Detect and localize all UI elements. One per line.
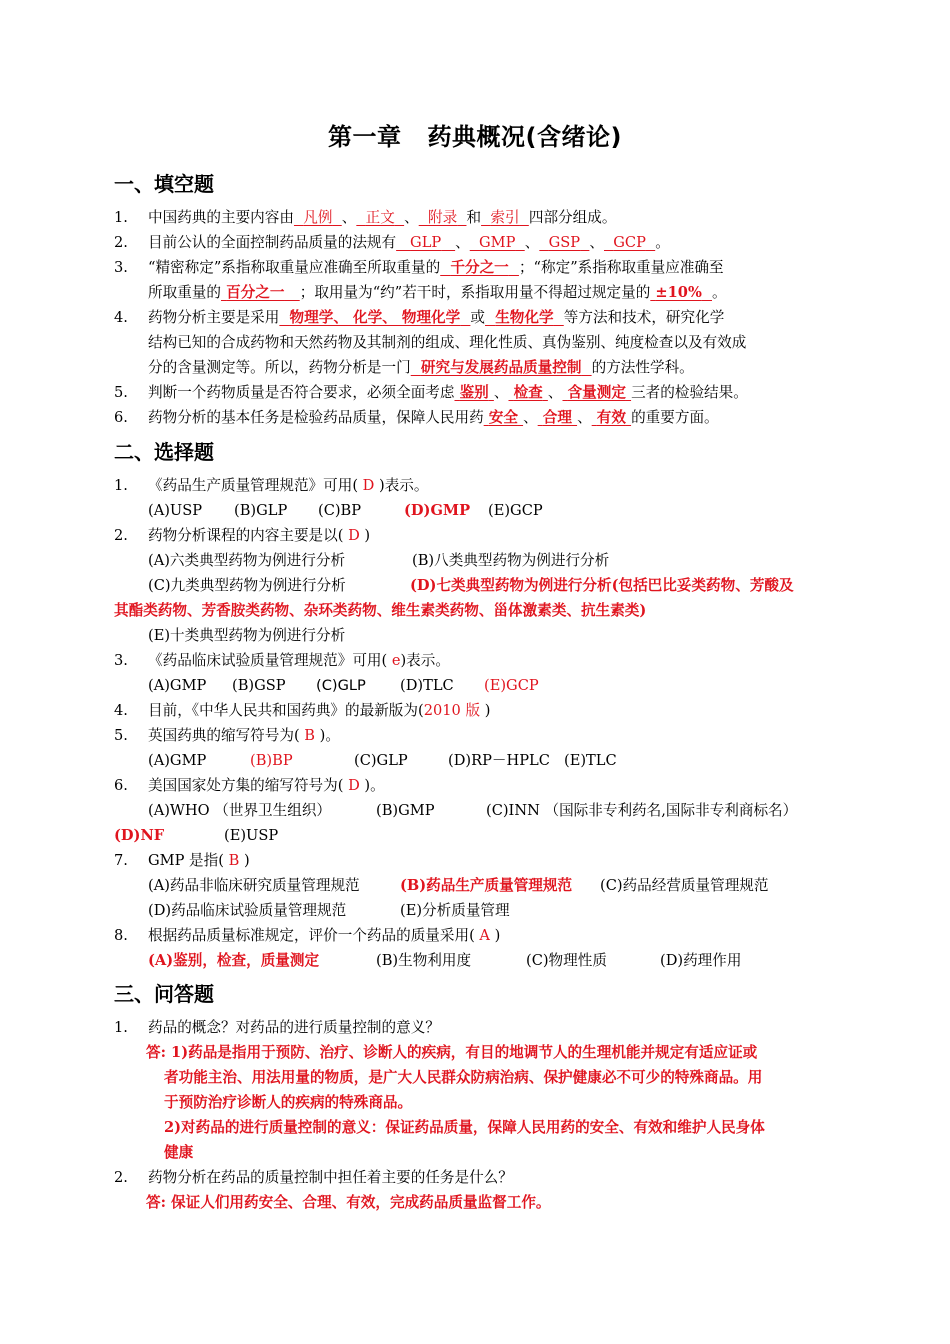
- qa-answer-1-line2: 者功能主治、用法用量的物质，是广大人民群众防病治病、保护健康必不可少的特殊商品。用: [164, 1069, 763, 1086]
- blank-answer: 合理: [542, 409, 572, 426]
- section-heading-qa: 三、问答题: [114, 982, 214, 1006]
- chapter-title: [0, 119, 950, 155]
- choice-answer: B: [304, 727, 316, 744]
- blank-answer: 生物化学: [495, 309, 554, 326]
- choice-options-1: (A)USP (B)GLP (C)BP (D)GMP (E)GCP: [114, 499, 878, 524]
- fill-question-6: 6. 药物分析的基本任务是检验药品质量，保障人民用药 安全 、 合理 、 有效 的重要方面。: [114, 409, 719, 426]
- chapter-number: 第一章: [328, 123, 402, 151]
- correct-option: (E)GCP: [484, 677, 539, 694]
- choice-question-4: 4. 目前，《中华人民共和国药典》的最新版为(2010 版 ): [114, 702, 491, 719]
- qa-answer-1-line4: 2)对药品的进行质量控制的意义：保证药品质量，保障人民用药的安全、有效和维护人民身体: [164, 1119, 765, 1136]
- choice-question-8: 8. 根据药品质量标准规定，评价一个药品的质量采用( A ): [114, 927, 501, 944]
- fill-question-3: 3. “精密称定”系指称取重量应准确至所取重量的 千分之一 ；“称定”系指称取重量应准确至: [114, 259, 724, 276]
- choice-answer: B: [228, 852, 240, 869]
- qa-answer-1-line1: 答: 1)药品是指用于预防、治疗、诊断人的疾病，有目的地调节人的生理机能并规定有适应证或: [146, 1044, 758, 1061]
- choice-options-2b: (C)九类典型药物为例进行分析 (D)七类典型药物为例进行分析(包括巴比妥类药物、芳酸及: [114, 574, 878, 599]
- blank-answer: 研究与发展药品质量控制: [420, 359, 582, 376]
- choice-question-7: 7. GMP 是指( B ): [114, 852, 250, 869]
- fill-question-4-cont2: 分的含量测定等。所以，药物分析是一门 研究与发展药品质量控制 的方法性学科。: [148, 359, 694, 376]
- choice-answer: D: [348, 777, 360, 794]
- choice-options-6b: (D)NF (E)USP: [114, 824, 844, 849]
- blank-answer: GMP: [479, 234, 516, 251]
- choice-options-3: (A)GMP (B)GSP (C)GLP (D)TLC (E)GCP: [114, 674, 878, 699]
- fill-question-4: 4. 药物分析主要是采用 物理学、 化学、 物理化学 或 生物化学 等方法和技术，研究化学: [114, 309, 725, 326]
- choice-options-2a: (A)六类典型药物为例进行分析 (B)八类典型药物为例进行分析: [148, 552, 610, 569]
- qa-question-2: 2. 药物分析在药品的质量控制中担任着主要的任务是什么？: [114, 1169, 513, 1186]
- choice-question-1: 1. 《药品生产质量管理规范》可用( D )表示。: [114, 477, 429, 494]
- blank-answer: 千分之一: [450, 259, 509, 276]
- correct-option: (A)鉴别，检查，质量测定: [148, 952, 320, 969]
- correct-option: (D)NF: [114, 827, 165, 844]
- choice-answer: 2010 版: [423, 702, 481, 719]
- qa-answer-1-line5: 健康: [164, 1144, 194, 1161]
- blank-answer: 鉴别: [459, 384, 489, 401]
- blank-answer: GSP: [548, 234, 581, 251]
- choice-options-7a: (A)药品非临床研究质量管理规范 (B)药品生产质量管理规范 (C)药品经营质量管理规范: [114, 874, 878, 899]
- choice-options-2d: (E)十类典型药物为例进行分析: [148, 627, 346, 644]
- choice-question-2: 2. 药物分析课程的内容主要是以( D ): [114, 527, 371, 544]
- blank-answer: GLP: [410, 234, 442, 251]
- blank-answer: 安全: [488, 409, 518, 426]
- blank-answer: ±10%: [655, 284, 702, 301]
- choice-answer: e: [391, 652, 401, 669]
- choice-options-8: (A)鉴别，检查，质量测定 (B)生物利用度 (C)物理性质 (D)药理作用: [114, 949, 878, 974]
- choice-options-6a: (A)WHO （世界卫生组织） (B)GMP (C)INN （国际非专利药名,国际非专利商标名）: [148, 802, 798, 819]
- blank-answer: 附录: [427, 209, 458, 226]
- blank-answer: 含量测定: [567, 384, 626, 401]
- choice-question-3: 3. 《药品临床试验质量管理规范》可用( e)表示。: [114, 652, 450, 669]
- choice-question-6: 6. 美国国家处方集的缩写符号为( D )。: [114, 777, 385, 794]
- fill-question-5: 5. 判断一个药物质量是否符合要求，必须全面考虑 鉴别 、 检查 、 含量测定 三者的检验结果。: [114, 384, 748, 401]
- qa-answer-2: 答: 保证人们用药安全、合理、有效，完成药品质量监督工作。: [146, 1194, 551, 1211]
- correct-option: (D)GMP: [404, 502, 471, 519]
- fill-question-1: 1. 中国药典的主要内容由 凡例 、 正文 、 附录 和 索引 四部分组成。: [114, 209, 617, 226]
- blank-answer: 正文: [365, 209, 395, 226]
- correct-option: (D)七类典型药物为例进行分析(包括巴比妥类药物、芳酸及: [410, 577, 794, 594]
- choice-options-5: (A)GMP (B)BP (C)GLP (D)RP－HPLC (E)TLC: [114, 749, 878, 774]
- choice-options-2c: 其酯类药物、芳香胺类药物、杂环类药物、维生素类药物、甾体激素类、抗生素类): [114, 602, 647, 619]
- blank-answer: 百分之一: [226, 284, 285, 301]
- choice-answer: D: [348, 527, 360, 544]
- blank-answer: 物理学、 化学、 物理化学: [289, 309, 461, 326]
- qa-answer-1-line3: 于预防治疗诊断人的疾病的特殊商品。: [164, 1094, 413, 1111]
- qa-question-1: 1. 药品的概念？对药品的进行质量控制的意义？: [114, 1019, 440, 1036]
- choice-question-5: 5. 英国药典的缩写符号为( B )。: [114, 727, 340, 744]
- choice-answer: A: [479, 927, 490, 944]
- blank-answer: 有效: [596, 409, 626, 426]
- fill-question-3-cont: 所取重量的 百分之一 ；取用量为“约”若干时，系指取用量不得超过规定量的 ±10% 。: [148, 284, 727, 301]
- section-heading-fill: 一、填空题: [114, 172, 214, 196]
- correct-option: (B)BP: [250, 752, 293, 769]
- chapter-name: 药典概况(含绪论): [427, 123, 622, 151]
- blank-answer: 检查: [513, 384, 543, 401]
- blank-answer: GCP: [613, 234, 646, 251]
- fill-question-2: 2. 目前公认的全面控制药品质量的法规有 GLP 、 GMP 、 GSP 、 GCP 。: [114, 234, 670, 251]
- blank-answer: 凡例: [303, 209, 333, 226]
- fill-question-4-cont: 结构已知的合成药物和天然药物及其制剂的组成、理化性质、真伪鉴别、纯度检查以及有效成: [148, 334, 747, 351]
- section-heading-choice: 二、选择题: [114, 440, 214, 464]
- choice-options-7b: (D)药品临床试验质量管理规范 (E)分析质量管理: [148, 902, 510, 919]
- choice-answer: D: [362, 477, 375, 494]
- correct-option: (B)药品生产质量管理规范: [400, 877, 573, 894]
- blank-answer: 索引: [490, 209, 520, 226]
